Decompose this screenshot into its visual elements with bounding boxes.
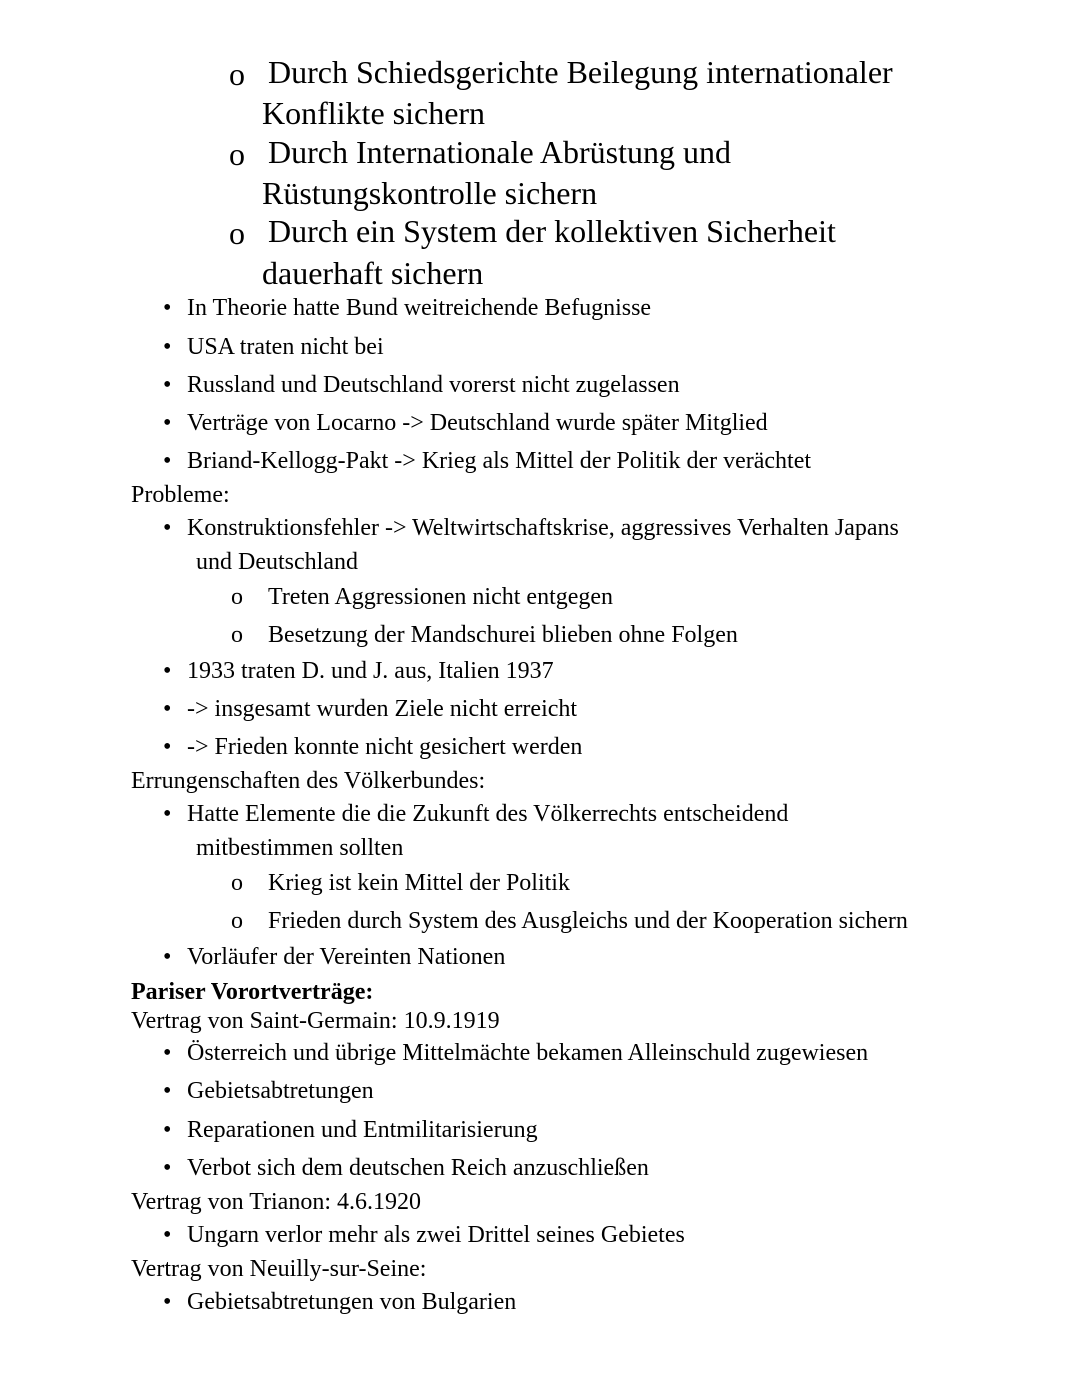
bullet-marker: •: [163, 1289, 172, 1315]
list-item: Konstruktionsfehler -> Weltwirtschaftskrise, aggressives Verhalten Japans: [187, 515, 899, 541]
sub-bullet-marker: o: [229, 56, 245, 92]
list-item: Krieg ist kein Mittel der Politik: [268, 870, 570, 896]
bullet-marker: •: [163, 515, 172, 541]
sub-bullet-marker: o: [229, 136, 245, 172]
list-item-continuation: dauerhaft sichern: [262, 255, 484, 291]
sub-bullet-marker: o: [231, 584, 243, 610]
bullet-marker: •: [163, 448, 172, 474]
list-item: Gebietsabtretungen von Bulgarien: [187, 1289, 517, 1315]
bullet-marker: •: [163, 410, 172, 436]
subheading-neuilly: Vertrag von Neuilly-sur-Seine:: [131, 1256, 427, 1282]
list-item: Verbot sich dem deutschen Reich anzuschließen: [187, 1155, 649, 1181]
list-item: Österreich und übrige Mittelmächte bekamen Alleinschuld zugewiesen: [187, 1040, 869, 1066]
list-item: Gebietsabtretungen: [187, 1078, 374, 1104]
list-item: Durch ein System der kollektiven Sicherheit: [268, 213, 836, 249]
bullet-marker: •: [163, 658, 172, 684]
list-item: Hatte Elemente die die Zukunft des Völkerrechts entscheidend: [187, 801, 789, 827]
bullet-marker: •: [163, 944, 172, 970]
list-item: -> Frieden konnte nicht gesichert werden: [187, 734, 583, 760]
sub-bullet-marker: o: [231, 908, 243, 934]
list-item-continuation: und Deutschland: [196, 549, 358, 575]
sub-bullet-marker: o: [231, 870, 243, 896]
bullet-marker: •: [163, 801, 172, 827]
list-item-continuation: mitbestimmen sollten: [196, 835, 404, 861]
list-item: Verträge von Locarno -> Deutschland wurde später Mitglied: [187, 410, 768, 436]
list-item: 1933 traten D. und J. aus, Italien 1937: [187, 658, 554, 684]
bullet-marker: •: [163, 1040, 172, 1066]
list-item: Vorläufer der Vereinten Nationen: [187, 944, 506, 970]
bullet-marker: •: [163, 1222, 172, 1248]
list-item: Durch Internationale Abrüstung und: [268, 134, 731, 170]
bullet-marker: •: [163, 734, 172, 760]
sub-bullet-marker: o: [229, 215, 245, 251]
list-item: Besetzung der Mandschurei blieben ohne Folgen: [268, 622, 738, 648]
list-item: Briand-Kellogg-Pakt -> Krieg als Mittel der Politik der verächtet: [187, 448, 812, 474]
sub-bullet-marker: o: [231, 622, 243, 648]
bullet-marker: •: [163, 372, 172, 398]
bullet-marker: •: [163, 1155, 172, 1181]
subheading-saint-germain: Vertrag von Saint-Germain: 10.9.1919: [131, 1008, 500, 1034]
list-item: Treten Aggressionen nicht entgegen: [268, 584, 614, 610]
list-item: Russland und Deutschland vorerst nicht zugelassen: [187, 372, 680, 398]
list-item: In Theorie hatte Bund weitreichende Befugnisse: [187, 295, 652, 321]
bullet-marker: •: [163, 295, 172, 321]
list-item: Frieden durch System des Ausgleichs und der Kooperation sichern: [268, 908, 908, 934]
bullet-marker: •: [163, 1117, 172, 1143]
list-item: Durch Schiedsgerichte Beilegung internationaler: [268, 54, 893, 90]
list-item: USA traten nicht bei: [187, 334, 384, 360]
list-item-continuation: Konflikte sichern: [262, 95, 486, 131]
list-item: -> insgesamt wurden Ziele nicht erreicht: [187, 696, 578, 722]
list-item: Reparationen und Entmilitarisierung: [187, 1117, 538, 1143]
section-heading-pariser: Pariser Vorortverträge:: [131, 979, 374, 1005]
bullet-marker: •: [163, 334, 172, 360]
section-heading-errungenschaften: Errungenschaften des Völkerbundes:: [131, 768, 486, 794]
section-heading-probleme: Probleme:: [131, 482, 230, 508]
subheading-trianon: Vertrag von Trianon: 4.6.1920: [131, 1189, 421, 1215]
list-item-continuation: Rüstungskontrolle sichern: [262, 175, 598, 211]
list-item: Ungarn verlor mehr als zwei Drittel seines Gebietes: [187, 1222, 685, 1248]
bullet-marker: •: [163, 696, 172, 722]
bullet-marker: •: [163, 1078, 172, 1104]
